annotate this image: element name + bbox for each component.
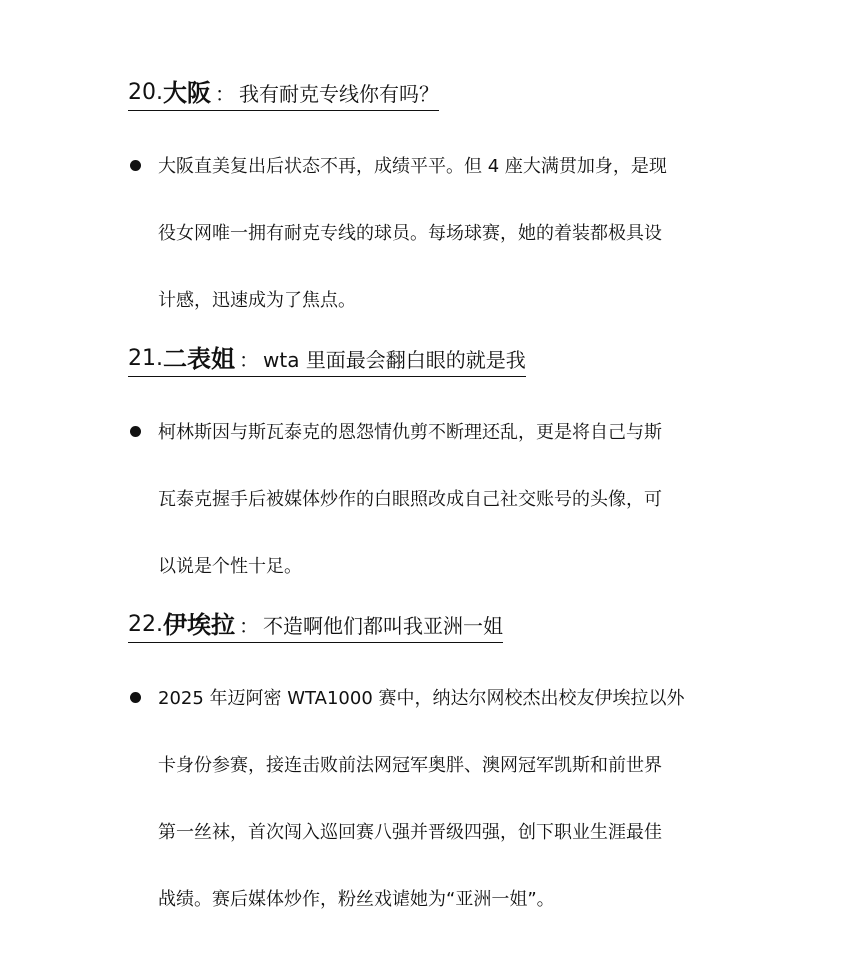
heading-colon: ：: [239, 348, 259, 372]
section-number: 21.: [128, 346, 163, 371]
text-line: 役女网唯一拥有耐克专线的球员。每场球赛，她的着装都极具设: [158, 223, 662, 244]
text-line: 第一丝袜，首次闯入巡回赛八强并晋级四强，创下职业生涯最佳: [158, 822, 662, 843]
section-21-heading: [128, 338, 526, 377]
bullet-text: [158, 665, 728, 933]
section-22-bullet: [128, 680, 728, 933]
player-nickname: 大阪: [163, 79, 211, 107]
bullet-dot-icon: [130, 160, 141, 171]
text-line: 2025 年迈阿密 WTA1000 赛中，纳达尔网校杰出校友伊埃拉以外: [158, 688, 685, 709]
bullet-text: [158, 399, 728, 600]
bullet-dot-icon: [130, 426, 141, 437]
text-line: 大阪直美复出后状态不再，成绩平平。但 4 座大满贯加身，是现: [158, 156, 667, 177]
bullet-dot-icon: [130, 692, 141, 703]
section-number: 20.: [128, 80, 163, 105]
section-22-heading: [128, 604, 503, 643]
text-line: 以说是个性十足。: [158, 556, 302, 577]
text-line: 瓦泰克握手后被媒体炒作的白眼照改成自己社交账号的头像，可: [158, 489, 662, 510]
heading-subtitle: wta 里面最会翻白眼的就是我: [263, 348, 526, 372]
text-line: 柯林斯因与斯瓦泰克的恩怨情仇剪不断理还乱，更是将自己与斯: [158, 422, 662, 443]
heading-subtitle: 我有耐克专线你有吗？: [239, 82, 439, 106]
heading-subtitle: 不造啊他们都叫我亚洲一姐: [263, 614, 503, 638]
player-nickname: 伊埃拉: [163, 611, 235, 639]
section-20-heading: [128, 72, 439, 111]
bullet-text: [158, 133, 728, 334]
text-line: 卡身份参赛，接连击败前法网冠军奥胖、澳网冠军凯斯和前世界: [158, 755, 662, 776]
heading-colon: ：: [239, 614, 259, 638]
text-line: 战绩。赛后媒体炒作，粉丝戏谑她为“亚洲一姐”。: [158, 889, 555, 910]
section-20-bullet: [128, 148, 728, 334]
section-21-bullet: [128, 414, 728, 600]
heading-colon: ：: [215, 82, 235, 106]
section-number: 22.: [128, 612, 163, 637]
text-line: 计感，迅速成为了焦点。: [158, 290, 356, 311]
player-nickname: 二表姐: [163, 345, 235, 373]
